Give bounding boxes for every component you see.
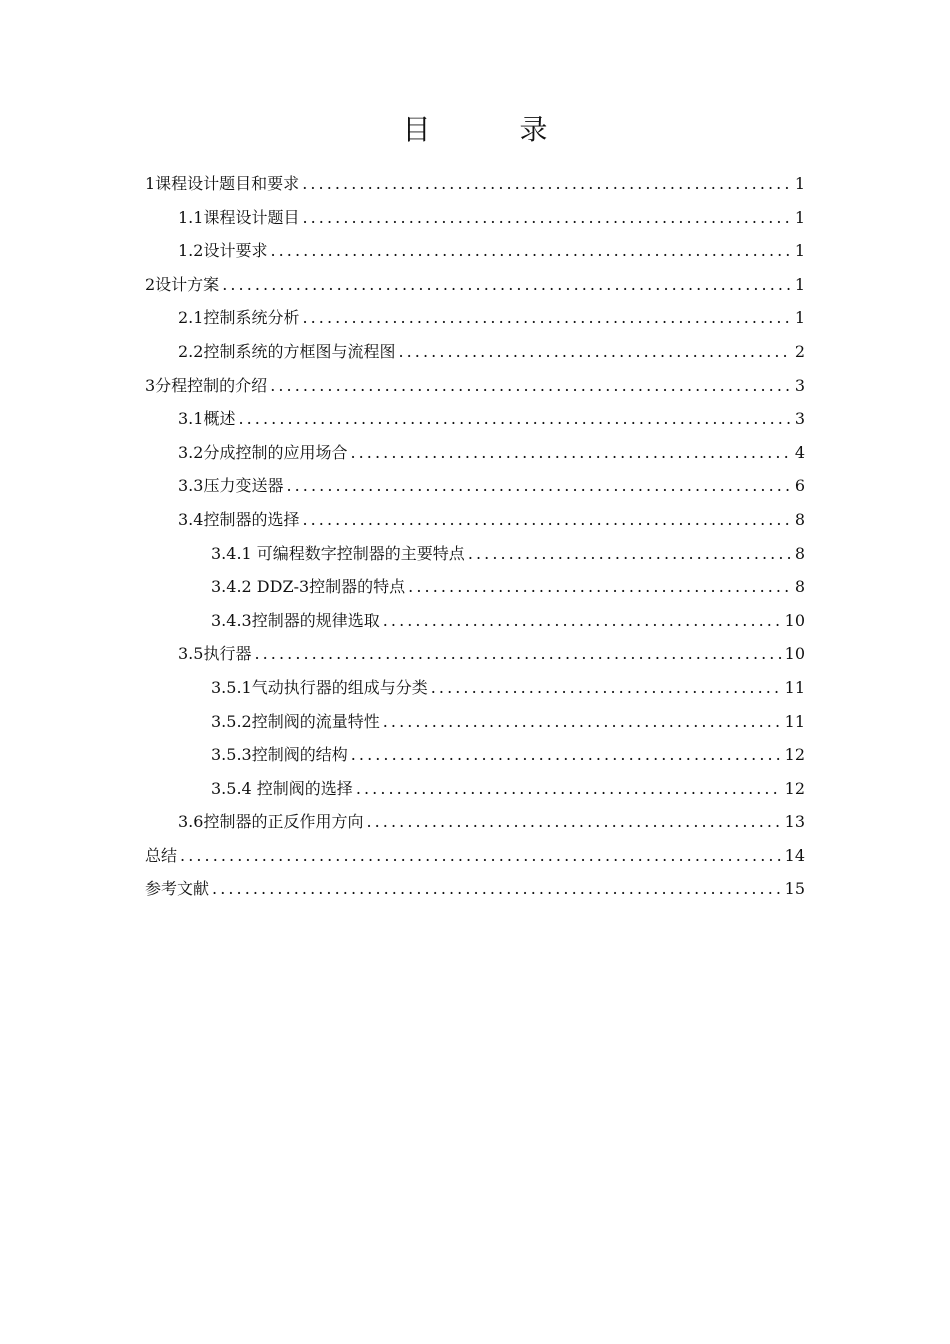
toc-dot-leader	[180, 839, 782, 873]
toc-entry-label: 3.4控制器的选择	[178, 509, 300, 529]
toc-page-number: 14	[784, 845, 805, 865]
toc-page-number: 10	[784, 644, 805, 664]
toc-entry[interactable]	[145, 772, 805, 806]
toc-entry[interactable]	[145, 839, 805, 873]
toc-entry[interactable]	[145, 805, 805, 839]
toc-page-number: 1	[794, 207, 805, 227]
toc-entry-label: 3.4.3控制器的规律选取	[211, 610, 380, 630]
toc-dot-leader	[302, 301, 791, 335]
toc-dot-leader	[351, 738, 782, 772]
toc-entry[interactable]	[145, 570, 805, 604]
toc-page-number: 2	[794, 341, 805, 361]
toc-entry[interactable]	[145, 671, 805, 705]
toc-page-number: 11	[784, 677, 805, 697]
toc-page-number: 1	[794, 308, 805, 328]
toc-dot-leader	[431, 671, 782, 705]
toc-page-number: 11	[784, 711, 805, 731]
toc-dot-leader	[366, 805, 781, 839]
toc-entry-label: 2.1控制系统分析	[178, 308, 300, 328]
toc-page-number: 10	[784, 610, 805, 630]
toc-entry-label: 参考文献	[145, 879, 210, 899]
toc-entry[interactable]	[145, 167, 805, 201]
toc-page-number: 12	[784, 745, 805, 765]
toc-page-number: 4	[794, 442, 805, 462]
toc-dot-leader	[212, 872, 782, 906]
toc-entry-label: 3.4.2 DDZ-3控制器的特点	[211, 577, 406, 597]
toc-page-number: 1	[794, 174, 805, 193]
toc-entry-label: 2设计方案	[145, 274, 220, 294]
toc-dot-leader	[383, 604, 782, 638]
toc-page-number: 1	[794, 274, 805, 294]
toc-entry[interactable]	[145, 369, 805, 403]
toc-entry-label: 3分程控制的介绍	[145, 375, 268, 395]
toc-entry[interactable]	[145, 705, 805, 739]
toc-page-number: 13	[784, 812, 805, 832]
toc-dot-leader	[270, 369, 792, 403]
toc-dot-leader	[408, 570, 792, 604]
toc-dot-leader	[383, 705, 782, 739]
toc-entry-label: 1课程设计题目和要求	[145, 174, 300, 193]
toc-dot-leader	[468, 537, 792, 571]
toc-dot-leader	[302, 167, 792, 201]
toc-dot-leader	[350, 436, 791, 470]
toc-entry[interactable]	[145, 604, 805, 638]
toc-entry[interactable]	[145, 436, 805, 470]
toc-entry[interactable]	[145, 301, 805, 335]
toc-dot-leader	[398, 335, 791, 369]
toc-entry-label: 3.1概述	[178, 409, 236, 429]
toc-dot-leader	[356, 772, 782, 806]
toc-page-number: 15	[784, 879, 805, 899]
toc-dot-leader	[286, 469, 791, 503]
toc-page-number: 8	[794, 509, 805, 529]
toc-entry[interactable]	[145, 201, 805, 235]
toc-entry-label: 3.5.3控制阀的结构	[211, 745, 348, 765]
toc-entry-label: 3.6控制器的正反作用方向	[178, 812, 364, 832]
toc-entry[interactable]	[145, 537, 805, 571]
toc-page-number: 6	[794, 476, 805, 496]
toc-entry[interactable]	[145, 268, 805, 302]
table-of-contents	[145, 167, 805, 906]
toc-dot-leader	[270, 234, 791, 268]
toc-page-number: 12	[784, 778, 805, 798]
toc-entry[interactable]	[145, 738, 805, 772]
toc-entry[interactable]	[145, 872, 805, 906]
toc-entry[interactable]	[145, 335, 805, 369]
toc-entry-label: 3.5.4 控制阀的选择	[211, 778, 353, 798]
toc-dot-leader	[254, 637, 781, 671]
page-title: 目 录	[402, 113, 588, 146]
toc-entry[interactable]	[145, 637, 805, 671]
toc-entry-label: 3.3压力变送器	[178, 476, 284, 496]
toc-entry[interactable]	[145, 402, 805, 436]
toc-dot-leader	[302, 503, 791, 537]
toc-entry-label: 1.1课程设计题目	[178, 207, 300, 227]
toc-entry-label: 3.4.1 可编程数字控制器的主要特点	[211, 543, 465, 563]
toc-page-number: 8	[794, 577, 805, 597]
toc-page-number: 3	[794, 409, 805, 429]
toc-entry[interactable]	[145, 234, 805, 268]
toc-entry-label: 3.5.1气动执行器的组成与分类	[211, 677, 428, 697]
toc-entry-label: 3.2分成控制的应用场合	[178, 442, 348, 462]
toc-dot-leader	[222, 268, 792, 302]
toc-dot-leader	[302, 201, 791, 235]
toc-page-number: 1	[794, 241, 805, 261]
toc-entry-label: 总结	[145, 845, 178, 865]
toc-entry[interactable]	[145, 469, 805, 503]
toc-dot-leader	[238, 402, 791, 436]
toc-page-number: 3	[794, 375, 805, 395]
toc-page-number: 8	[794, 543, 805, 563]
toc-entry-label: 3.5执行器	[178, 644, 252, 664]
toc-entry-label: 3.5.2控制阀的流量特性	[211, 711, 380, 731]
toc-entry-label: 2.2控制系统的方框图与流程图	[178, 341, 396, 361]
toc-entry[interactable]	[145, 503, 805, 537]
toc-entry-label: 1.2设计要求	[178, 241, 268, 261]
